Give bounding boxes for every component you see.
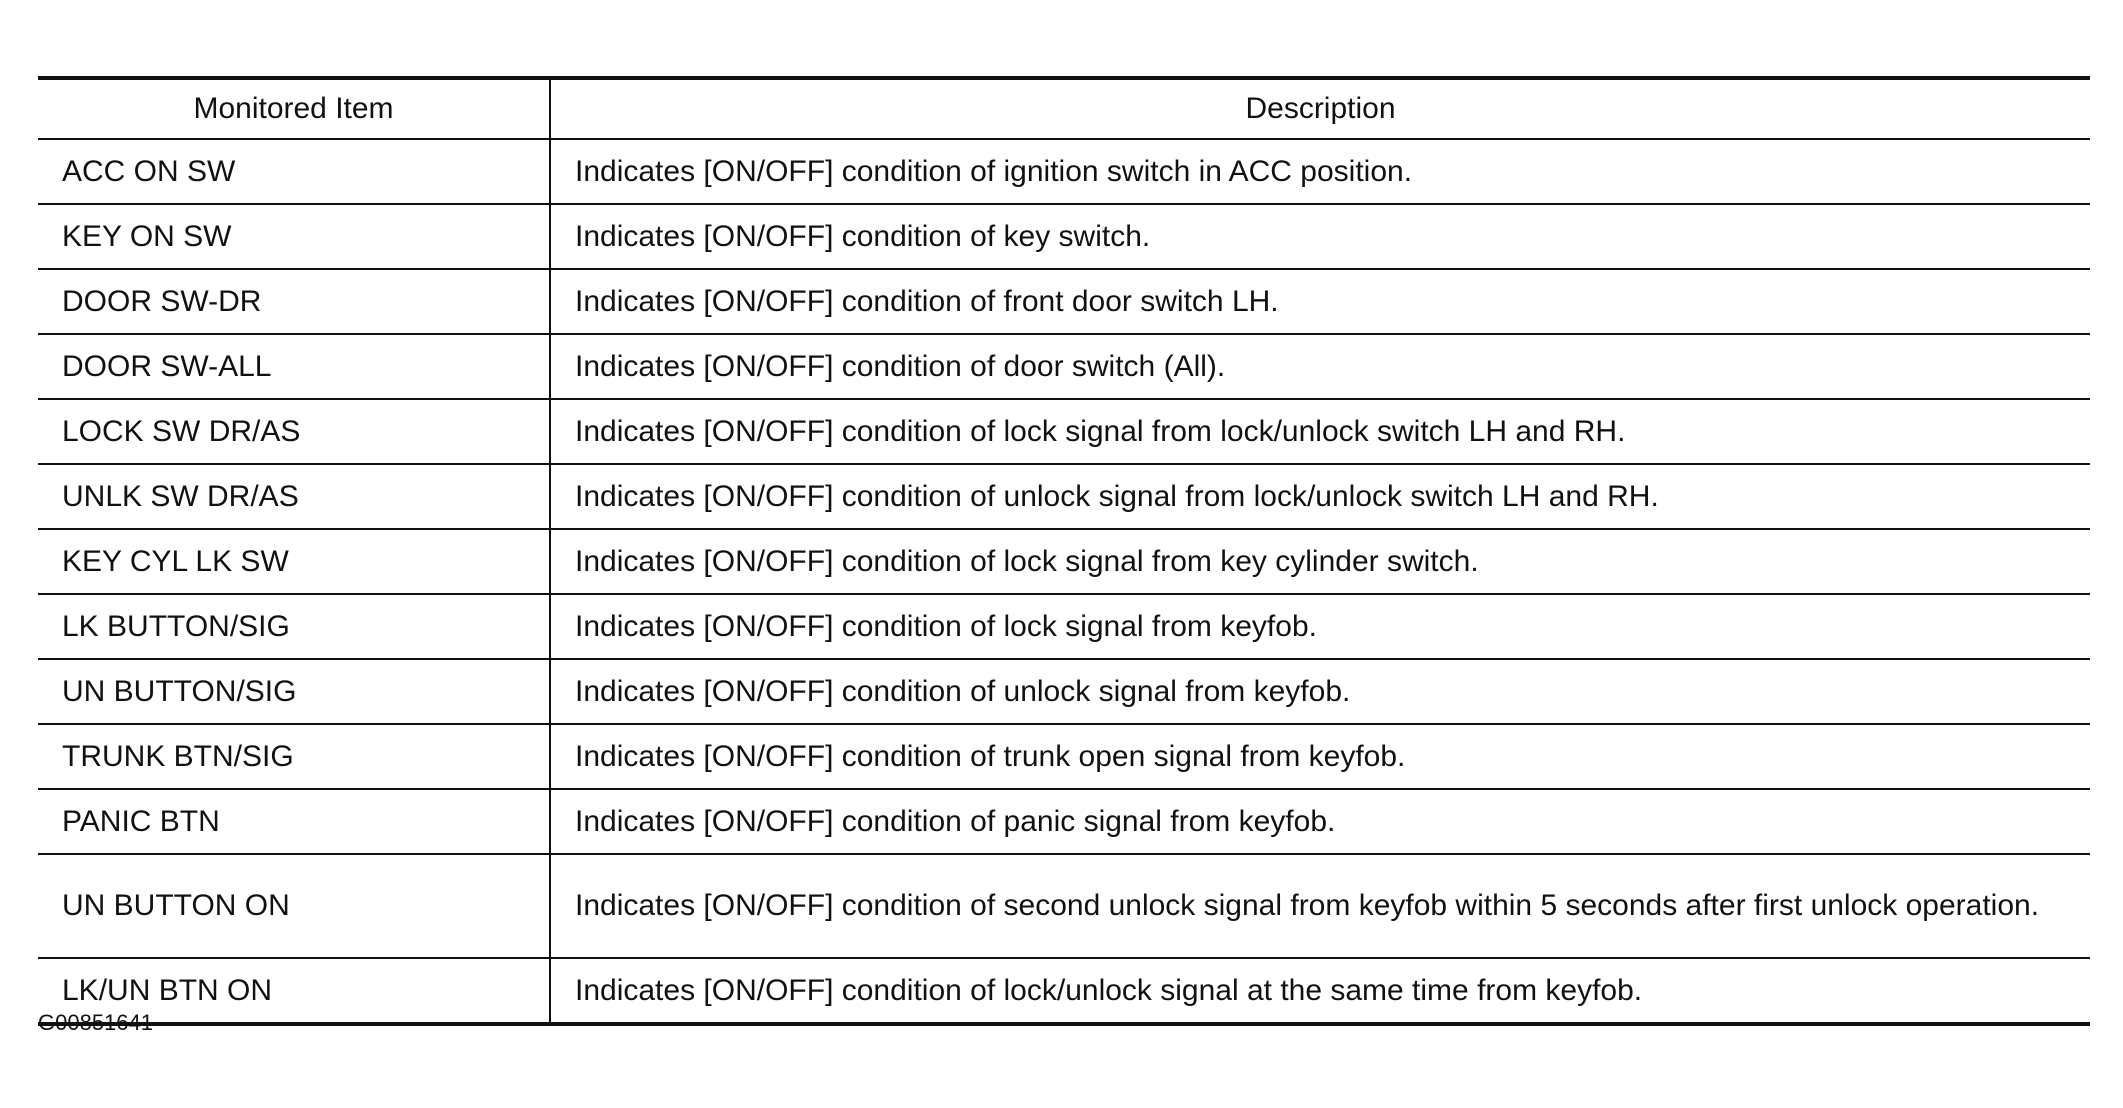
cell-monitored-item: DOOR SW-ALL [62,349,272,383]
table-row [38,594,2090,659]
monitored-items-table [38,76,2090,1026]
cell-description: Indicates [ON/OFF] condition of second unlock signal from keyfob within 5 seconds after first unlock operation. [550,854,2090,958]
header-description: Description [550,78,2090,139]
cell-monitored-item: KEY CYL LK SW [62,544,289,578]
cell-monitored-item: UN BUTTON ON [62,889,290,922]
table-row [38,529,2090,594]
table-row [38,958,2090,1024]
cell-description: Indicates [ON/OFF] condition of unlock signal from lock/unlock switch LH and RH. [550,464,2090,529]
cell-monitored-item: UNLK SW DR/AS [62,479,299,513]
table-header-row [38,78,2090,139]
cell-description: Indicates [ON/OFF] condition of lock signal from lock/unlock switch LH and RH. [550,399,2090,464]
cell-description: Indicates [ON/OFF] condition of ignition switch in ACC position. [550,139,2090,204]
cell-description: Indicates [ON/OFF] condition of panic signal from keyfob. [550,789,2090,854]
cell-description: Indicates [ON/OFF] condition of lock signal from keyfob. [550,594,2090,659]
table-row [38,334,2090,399]
cell-monitored-item: ACC ON SW [62,154,236,188]
cell-monitored-item: PANIC BTN [62,804,220,838]
cell-description: Indicates [ON/OFF] condition of unlock signal from keyfob. [550,659,2090,724]
figure-id: G00851641 [38,1010,153,1035]
cell-monitored-item: LK/UN BTN ON [62,973,273,1007]
cell-monitored-item: LOCK SW DR/AS [62,414,301,448]
cell-monitored-item: UN BUTTON/SIG [62,674,297,708]
table-row [38,269,2090,334]
cell-description: Indicates [ON/OFF] condition of door switch (All). [550,334,2090,399]
cell-monitored-item: DOOR SW-DR [62,284,262,318]
table-row [38,139,2090,204]
cell-description: Indicates [ON/OFF] condition of front door switch LH. [550,269,2090,334]
table-row [38,464,2090,529]
table-row [38,204,2090,269]
cell-description: Indicates [ON/OFF] condition of lock signal from key cylinder switch. [550,529,2090,594]
cell-description: Indicates [ON/OFF] condition of key switch. [550,204,2090,269]
cell-monitored-item: LK BUTTON/SIG [62,609,290,643]
table-row [38,659,2090,724]
table-row [38,399,2090,464]
cell-description: Indicates [ON/OFF] condition of trunk open signal from keyfob. [550,724,2090,789]
cell-description: Indicates [ON/OFF] condition of lock/unlock signal at the same time from keyfob. [550,958,2090,1024]
cell-monitored-item: KEY ON SW [62,219,232,253]
table-row [38,724,2090,789]
table-row [38,789,2090,854]
table-row [38,854,2090,958]
cell-monitored-item: TRUNK BTN/SIG [62,739,294,773]
header-monitored-item: Monitored Item [193,92,394,125]
